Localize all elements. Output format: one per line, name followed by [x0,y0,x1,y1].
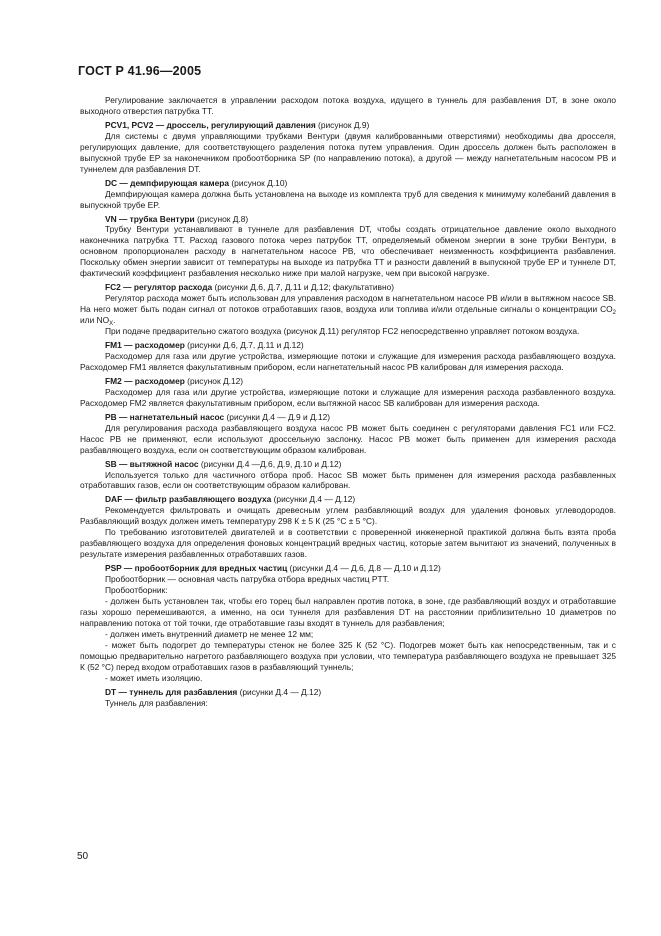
paragraph [80,293,616,326]
paragraph [80,470,616,492]
term-reference: (рисунок Д.8) [194,213,249,224]
paragraph [80,131,616,175]
term-heading [80,687,616,698]
paragraph-text: Туннель для разбавления: [105,697,208,708]
paragraph [80,527,616,560]
body-text [80,95,616,709]
term-heading [80,120,616,131]
paragraph-text: - должен быть установлен так, чтобы его торец был направлен против потока, в зоне, где разбавляющий воздух и отработавшие газы хорошо перемешиваются, а именно, на оси туннеля для разбавления DT на расстоянии приблизительно 10 диаметров по направлению потока от той точки, где отработавшие газы входят в туннель для разбавления; [80,595,616,628]
paragraph [80,585,616,596]
term-name: PSP — пробоотборник для вредных частиц [105,563,288,574]
paragraph-text: Регулятор расхода может быть использован для управления расходом в нагнетательном насосе PB и/или в вытяжном насосе SB. На него может быть подан сигнал от потоков отработавших газов, воздуха или топлива и/или отдельные сигналы о концентрации CO [80,293,616,315]
paragraph [80,698,616,709]
paragraph [80,95,616,117]
term-reference: (рисунки Д.4 — Д.12) [237,686,322,697]
term-heading [80,459,616,470]
paragraph-text: При подаче предварительно сжатого воздуха (рисунок Д.11) регулятор FC2 непосредственно управляет потоком воздуха. [105,326,580,337]
paragraph-text: Демпфирующая камера должна быть установлена на выходе из комплекта труб для сведения к минимуму колебаний давления в выпускной трубе EP. [80,188,616,210]
subscript: 2 [612,310,616,317]
paragraph [80,423,616,456]
term-reference: (рисунок Д.12) [184,375,244,386]
term-name: VN — трубка Вентури [105,213,195,224]
term-heading [80,412,616,423]
paragraph-text: По требованию изготовителей двигателей и в соответствии с проверенной инженерной практикой должна быть взята проба разбавляющего воздуха для определения фоновых концентраций вредных частиц, которые затем вычитают из значений, полученных в результате измерения разбавленных отработавших газов. [80,527,616,560]
term-heading [80,282,616,293]
paragraph-text: - может иметь изоляцию. [105,672,203,683]
paragraph [80,574,616,585]
paragraph-text: - может быть подогрет до температуры стенок не более 325 К (52 °С). Подогрев может быть как непосредственным, так и с помощью предварительно нагретого разбавляющего воздуха при условии, что температура разбавляющего воздуха не превышает 325 К (52 °С) перед входом отработавших газов в разбавляющий туннель; [80,639,616,672]
paragraph-text: Рекомендуется фильтровать и очищать древесным углем разбавляющий воздух для удаления фоновых углеводородов. Разбавляющий воздух должен иметь температуру 298 К ± 5 К (25 °С ± 5 °С). [80,505,616,527]
term-reference: (рисунок Д.9) [315,119,370,130]
term-heading [80,178,616,189]
term-name: DAF — фильтр разбавляющего воздуха [105,494,272,505]
paragraph-text: Расходомер для газа или другие устройства, измеряющие потоки и служащие для измерения расхода разбавленного воздуха. Расходомер FM2 является факультативным прибором, если вытяжной насос SB калиброван для измерения расхода. [80,386,616,408]
term-heading [80,494,616,505]
page-header: ГОСТ Р 41.96—2005 [78,64,202,78]
term-reference: (рисунки Д.6, Д.7, Д.11 и Д.12) [184,340,304,351]
paragraph-text: Трубку Вентури устанавливают в туннеле для разбавления DT, чтобы создать отрицательное давление около выходного наконечника патрубка TT. Расход газового потока через патрубок TT, определяемый обменом энергии в зоне трубки Вентури, в основном пропорционален расходу в нагнетательном насосе PB, что обеспечивает неизменность коэффициента разбавления. Поскольку обмен энергии зависит от температуры на выходе из патрубка TT и разности давлений в выпускной трубе EP и туннеле DT, фактический коэффициент разбавления несколько ниже при малой нагрузке, чем при высокой нагрузке. [80,224,616,279]
term-reference: (рисунки Д.4 — Д.12) [271,494,356,505]
paragraph-text: - должен иметь внутренний диаметр не менее 12 мм; [105,628,314,639]
paragraph-text: . [113,315,116,326]
paragraph-text: Используется только для частичного отбора проб. Насос SB может быть применен для измерения расхода разбавленных отработавших газов, если он соответствующим образом калиброван. [80,469,616,491]
paragraph-text: или NO [80,315,110,326]
term-heading [80,563,616,574]
term-name: PB — нагнетательный насос [105,411,225,422]
term-name: PCV1, PCV2 — дроссель, регулирующий давления [105,119,316,130]
term-heading [80,340,616,351]
paragraph-text: Для регулирования расхода разбавляющего воздуха насос PB может быть соединен с регуляторами давления FC1 или FC2. Насос PB не применяют, если используют дроссельную заслонку. Насос PB может быть применен для измерения расхода разбавляющего воздуха, если он соответствующим образом калиброван. [80,422,616,455]
term-reference: (рисунки Д.4 —Д.6, Д.9, Д.10 и Д.12) [198,458,342,469]
paragraph [80,224,616,279]
term-heading [80,376,616,387]
term-name: DT — туннель для разбавления [105,686,238,697]
term-name: SB — вытяжной насос [105,458,199,469]
paragraph [80,189,616,211]
term-name: FM2 — расходомер [105,375,185,386]
paragraph [80,351,616,373]
paragraph-text: Пробоотборник — основная часть патрубка отбора вредных частиц PTT. [105,574,390,585]
paragraph [80,326,616,337]
term-name: FM1 — расходомер [105,340,185,351]
paragraph-text: Регулирование заключается в управлении расходом потока воздуха, идущего в туннель для разбавления DT, в зоне около выходного отверстия патрубка TT. [80,95,616,116]
page-number: 50 [77,851,89,862]
term-reference: (рисунки Д.4 — Д.9 и Д.12) [224,411,331,422]
term-name: DC — демпфирующая камера [105,177,230,188]
list-item [80,640,616,673]
term-heading [80,214,616,225]
list-item [80,596,616,629]
list-item [80,629,616,640]
paragraph [80,505,616,527]
paragraph-text: Для системы с двумя управляющими трубками Вентури (двумя калиброванными отверстиями) необходимы два дросселя, регулирующих давление, для соответствующего разделения потока путем управления. Один дроссель должен быть расположен в выпускной трубе EP за наконечником пробоотборника SP (по направлению потока), а другой — между нагнетательным насосом PB и туннелем для разбавления DT. [80,130,616,174]
term-reference: (рисунки Д.4 — Д.6, Д.8 — Д.10 и Д.12) [287,563,441,574]
term-name: FC2 — регулятор расхода [105,282,213,293]
paragraph-text: Расходомер для газа или другие устройства, измеряющие потоки и служащие для измерения расхода разбавляющего воздуха. Расходомер FM1 является факультативным прибором, если нагнетательный насос PB калиброван для измерения расхода. [80,350,616,372]
term-reference: (рисунки Д.6, Д.7, Д.11 и Д.12; факультативно) [212,282,395,293]
paragraph [80,387,616,409]
list-item [80,673,616,684]
subscript: X [109,321,114,328]
term-reference: (рисунок Д.10) [229,177,288,188]
paragraph-text: Пробоотборник: [105,585,168,596]
